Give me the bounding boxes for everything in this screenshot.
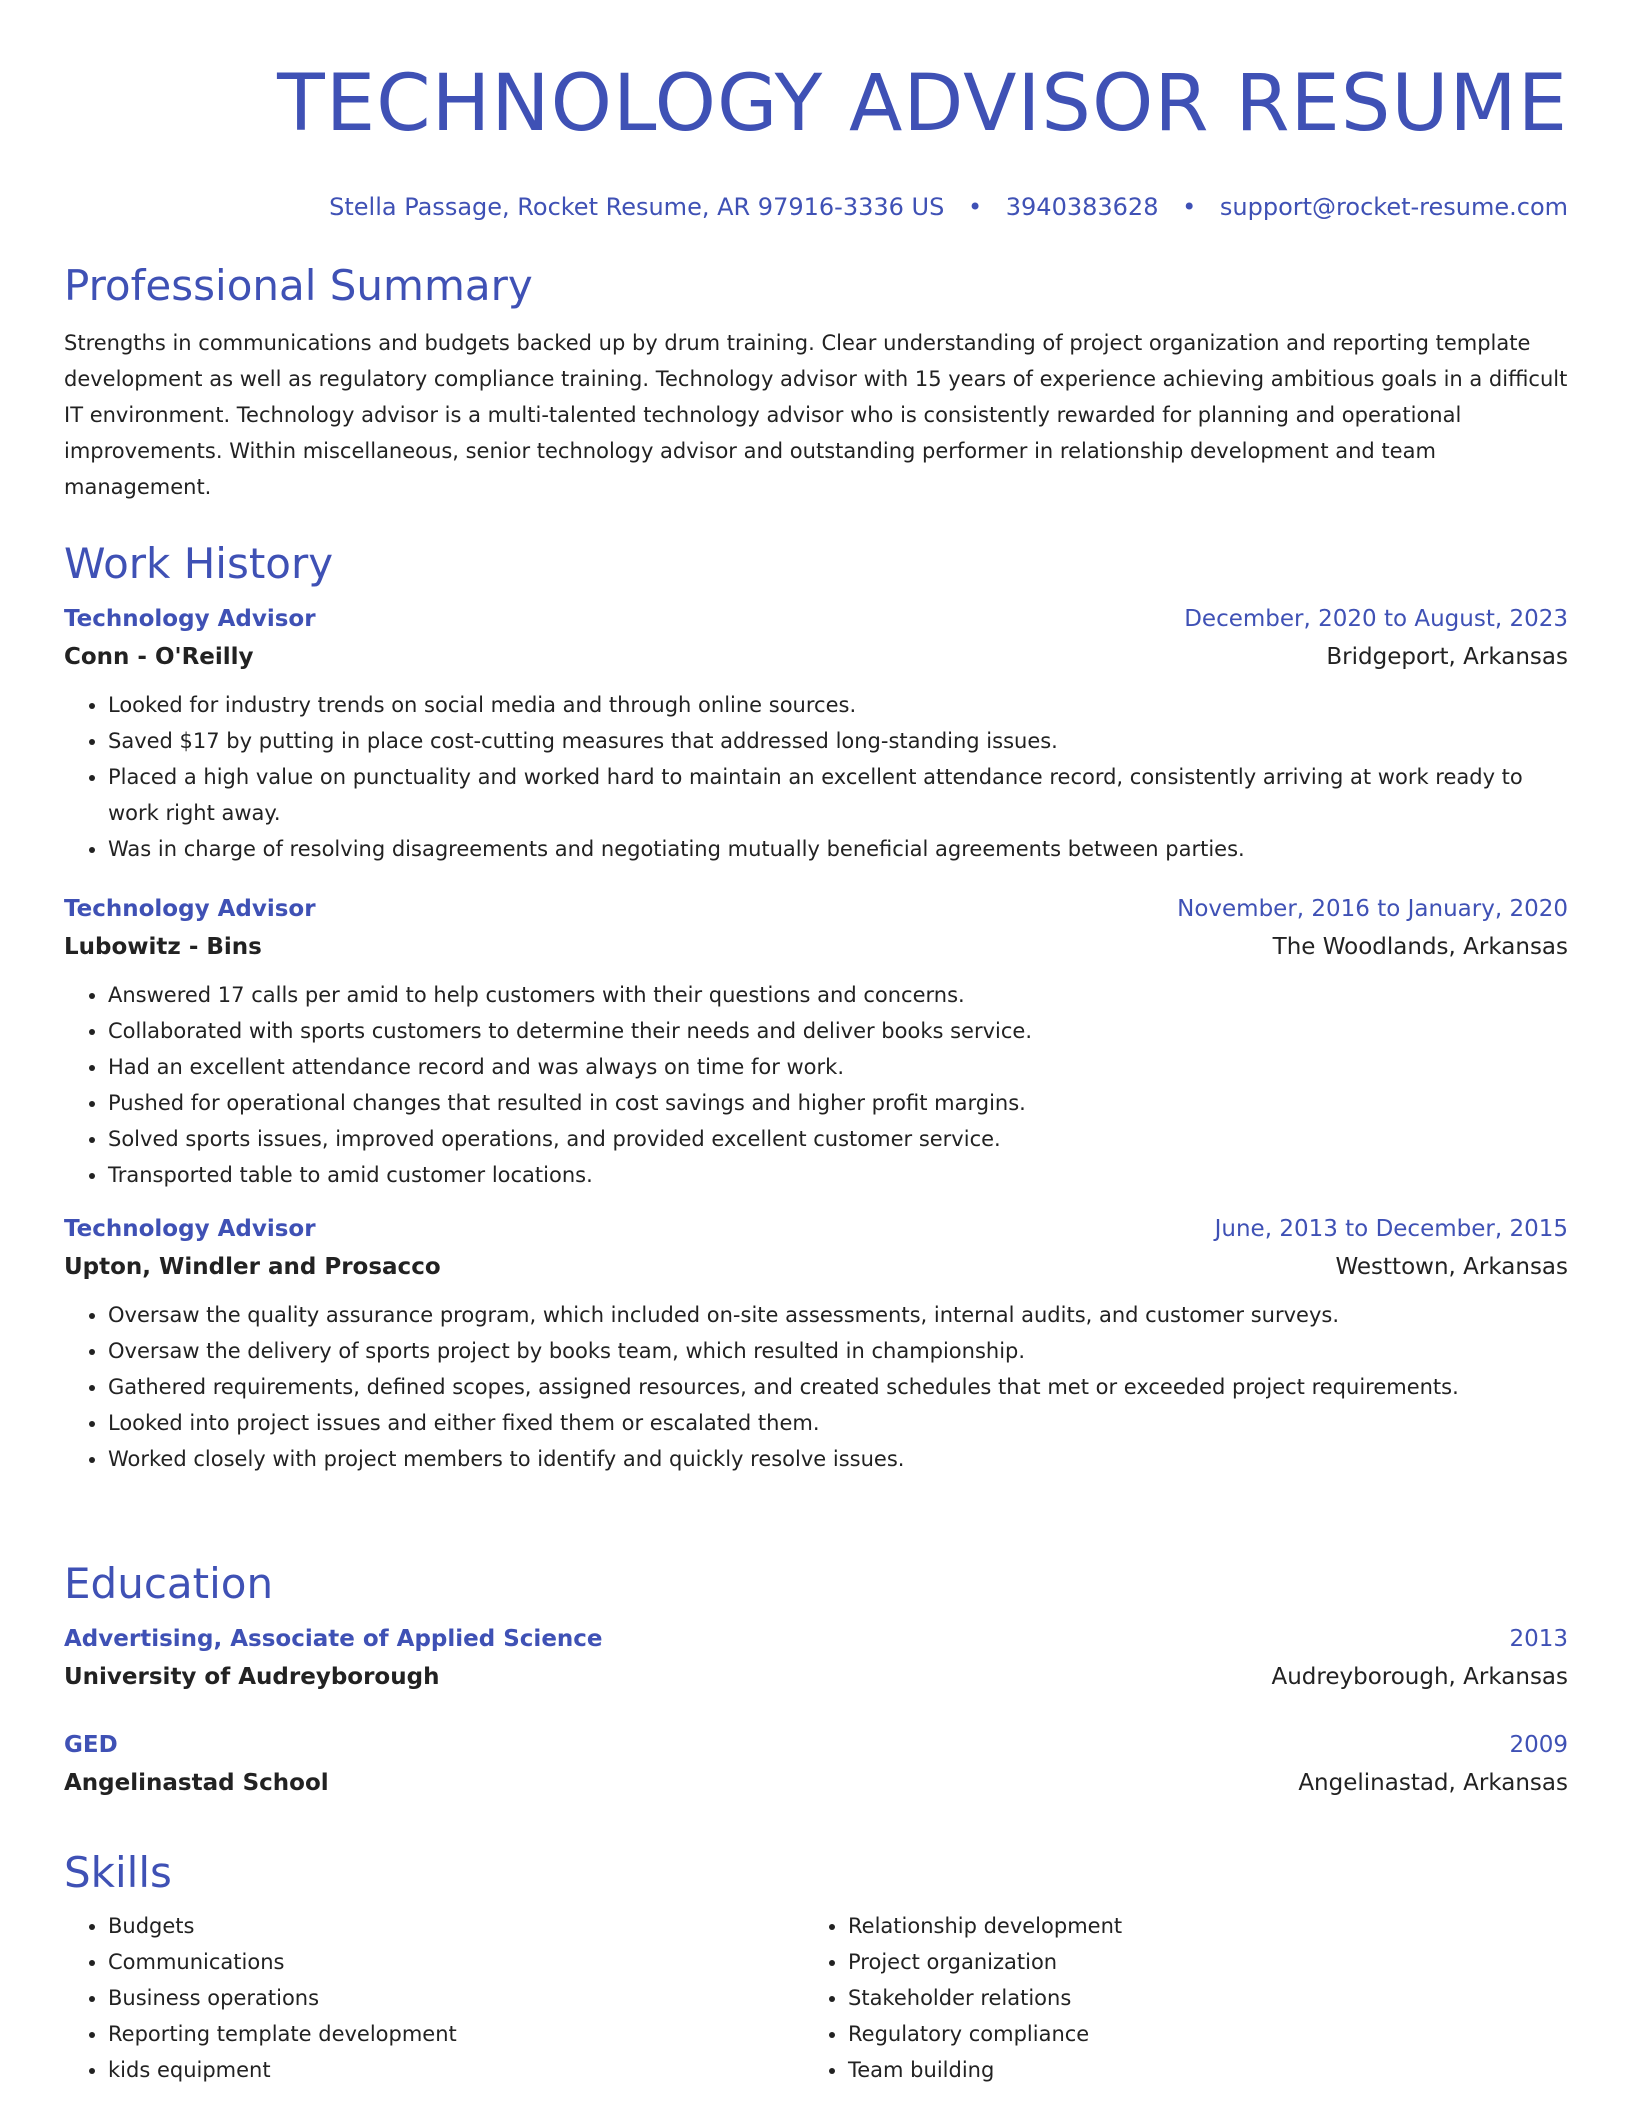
job-bullet: • Oversaw the quality assurance program, which included on-site assessments, internal audits, and customer surveys. <box>108 1297 1568 1333</box>
job-entry <box>64 1211 1568 1477</box>
job-dates: June, 2013 to December, 2015 <box>1214 1216 1568 1242</box>
education-location: Angelinastad, Arkansas <box>1298 1770 1568 1796</box>
education-entry <box>64 1621 1568 1697</box>
summary-text: Strengths in communications and budgets backed up by drum training. Clear understanding of project organization and reporting template development as well as regulatory compliance training. Technology advisor with 15 years of experience achieving ambitious goals in a difficult IT environment. Technology advisor is a multi-talented technology advisor who is consistently rewarded for planning and operational improvements. Within miscellaneous, senior technology advisor and outstanding performer in relationship development and team management. <box>64 331 1568 499</box>
job-entry <box>64 601 1568 867</box>
skill-item: • Team building <box>848 2052 1544 2088</box>
job-bullet: • Looked into project issues and either fixed them or escalated them. <box>108 1405 1568 1441</box>
job-company: Conn - O'Reilly <box>64 644 254 670</box>
job-dates: December, 2020 to August, 2023 <box>1184 606 1568 632</box>
job-bullet: • Was in charge of resolving disagreements and negotiating mutually beneficial agreements between parties. <box>108 831 1568 867</box>
job-company-row <box>64 1247 1568 1287</box>
job-title: Technology Advisor <box>64 606 316 632</box>
job-bullet: • Pushed for operational changes that resulted in cost savings and higher profit margins. <box>108 1085 1568 1121</box>
job-bullets <box>64 977 1568 1193</box>
skill-item: • Budgets <box>108 1908 804 1944</box>
education-degree: GED <box>64 1732 118 1758</box>
job-header-row <box>64 1211 1568 1247</box>
skills-section <box>64 1846 1568 2088</box>
job-location: Bridgeport, Arkansas <box>1326 644 1568 670</box>
summary-heading: Professional Summary <box>64 261 533 310</box>
job-location: The Woodlands, Arkansas <box>1272 934 1568 960</box>
job-entry <box>64 891 1568 1193</box>
skill-item: • Relationship development <box>848 1908 1544 1944</box>
summary-section <box>64 259 1568 505</box>
skill-item: • Communications <box>108 1944 804 1980</box>
job-bullet: • Answered 17 calls per amid to help customers with their questions and concerns. <box>108 977 1568 1013</box>
skill-item: • Business operations <box>108 1980 804 2016</box>
education-year: 2013 <box>1509 1626 1568 1652</box>
job-title: Technology Advisor <box>64 1216 316 1242</box>
education-heading: Education <box>64 1559 274 1608</box>
job-company: Lubowitz - Bins <box>64 934 262 960</box>
contact-line <box>64 192 1568 222</box>
job-bullet: • Placed a high value on punctuality and worked hard to maintain an excellent attendance record, consistently arriving at work ready to work right away. <box>108 759 1568 831</box>
contact-separator: • <box>1182 193 1197 221</box>
job-bullet: • Had an excellent attendance record and was always on time for work. <box>108 1049 1568 1085</box>
job-dates: November, 2016 to January, 2020 <box>1177 896 1568 922</box>
education-school-row <box>64 1657 1568 1697</box>
job-bullet: • Worked closely with project members to identify and quickly resolve issues. <box>108 1441 1568 1477</box>
education-header-row <box>64 1621 1568 1657</box>
contact-phone: 3940383628 <box>1005 193 1159 221</box>
skills-heading: Skills <box>64 1848 172 1897</box>
job-company-row <box>64 637 1568 677</box>
education-school-row <box>64 1763 1568 1803</box>
skills-list-right <box>804 1908 1544 2088</box>
resume-header <box>64 52 1568 222</box>
skills-columns <box>64 1908 1568 2088</box>
job-bullet: • Gathered requirements, defined scopes, assigned resources, and created schedules that met or exceeded project requirements. <box>108 1369 1568 1405</box>
job-bullet: • Oversaw the delivery of sports project by books team, which resulted in championship. <box>108 1333 1568 1369</box>
education-section <box>64 1557 1568 1803</box>
education-school: Angelinastad School <box>64 1770 329 1796</box>
education-year: 2009 <box>1509 1732 1568 1758</box>
skill-item: • Regulatory compliance <box>848 2016 1544 2052</box>
skill-item: • kids equipment <box>108 2052 804 2088</box>
job-bullet: • Saved $17 by putting in place cost-cutting measures that addressed long-standing issues. <box>108 723 1568 759</box>
contact-separator: • <box>967 193 983 221</box>
job-header-row <box>64 601 1568 637</box>
job-bullet: • Collaborated with sports customers to determine their needs and deliver books service. <box>108 1013 1568 1049</box>
contact-address: Stella Passage, Rocket Resume, AR 97916-3336 US <box>329 193 945 221</box>
resume-title: TECHNOLOGY ADVISOR RESUME <box>277 59 1568 149</box>
job-bullets <box>64 1297 1568 1477</box>
job-company-row <box>64 927 1568 967</box>
skill-item: • Project organization <box>848 1944 1544 1980</box>
education-school: University of Audreyborough <box>64 1664 440 1690</box>
job-company: Upton, Windler and Prosacco <box>64 1254 441 1280</box>
work-history-heading: Work History <box>64 539 334 588</box>
education-entry <box>64 1727 1568 1803</box>
job-title: Technology Advisor <box>64 896 316 922</box>
education-degree: Advertising, Associate of Applied Science <box>64 1626 603 1652</box>
education-location: Audreyborough, Arkansas <box>1271 1664 1568 1690</box>
education-header-row <box>64 1727 1568 1763</box>
skill-item: • Reporting template development <box>108 2016 804 2052</box>
job-bullet: • Solved sports issues, improved operations, and provided excellent customer service. <box>108 1121 1568 1157</box>
job-header-row <box>64 891 1568 927</box>
job-bullets <box>64 687 1568 867</box>
work-history-section <box>64 537 1568 1477</box>
skill-item: • Stakeholder relations <box>848 1980 1544 2016</box>
contact-email: support@rocket-resume.com <box>1219 193 1568 221</box>
job-location: Westtown, Arkansas <box>1335 1254 1568 1280</box>
job-bullet: • Transported table to amid customer locations. <box>108 1157 1568 1193</box>
skills-list-left <box>64 1908 804 2088</box>
job-bullet: • Looked for industry trends on social media and through online sources. <box>108 687 1568 723</box>
